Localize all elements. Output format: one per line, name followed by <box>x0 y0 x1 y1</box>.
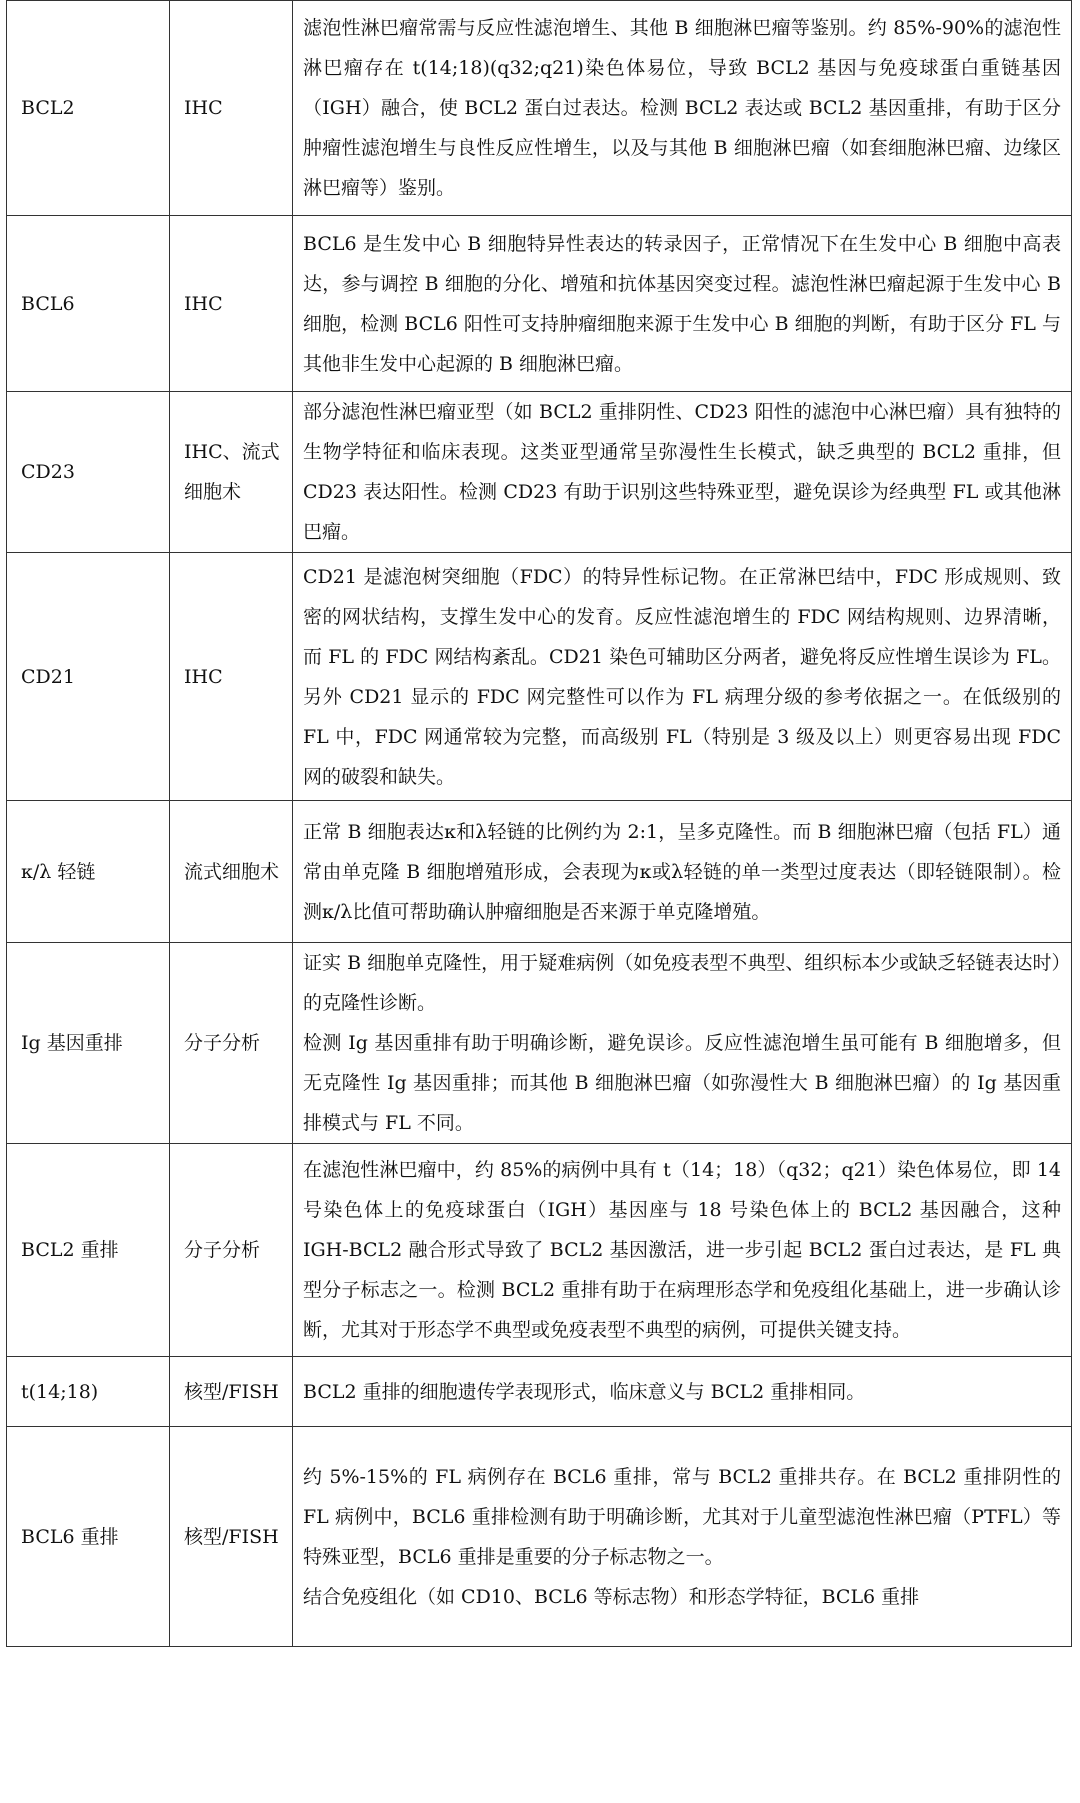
marker-cell: BCL2 重排 <box>7 1144 170 1357</box>
description-paragraph: BCL2 重排的细胞遗传学表现形式，临床意义与 BCL2 重排相同。 <box>303 1380 866 1403</box>
table-row <box>7 392 1072 553</box>
table-row <box>7 216 1072 392</box>
marker-table-body <box>7 1 1072 1647</box>
description-cell <box>293 1357 1072 1427</box>
description-cell <box>293 1427 1072 1647</box>
description-cell <box>293 1144 1072 1357</box>
table-row <box>7 1144 1072 1357</box>
method-cell: IHC <box>170 216 293 392</box>
description-paragraph: 滤泡性淋巴瘤常需与反应性滤泡增生、其他 B 细胞淋巴瘤等鉴别。约 85%-90%的滤泡性淋巴瘤存在 t(14;18)(q32;q21)染色体易位，导致 BCL2 基因与免疫球蛋白重链基因（IGH）融合，使 BCL2 蛋白过表达。检测 BCL2 表达或 BCL2 基因重排，有助于区分肿瘤性滤泡增生与良性反应性增生，以及与其他 B 细胞淋巴瘤（如套细胞淋巴瘤、边缘区淋巴瘤等）鉴别。 <box>303 17 1061 199</box>
marker-cell: Ig 基因重排 <box>7 943 170 1144</box>
marker-cell: BCL6 <box>7 216 170 392</box>
description-cell <box>293 216 1072 392</box>
description-cell <box>293 801 1072 943</box>
marker-cell: κ/λ 轻链 <box>7 801 170 943</box>
table-row <box>7 801 1072 943</box>
table-row <box>7 1357 1072 1427</box>
method-cell: IHC、流式细胞术 <box>170 392 293 553</box>
method-cell: IHC <box>170 1 293 216</box>
table-row <box>7 553 1072 801</box>
description-paragraph: 结合免疫组化（如 CD10、BCL6 等标志物）和形态学特征，BCL6 重排 <box>303 1585 920 1608</box>
description-cell <box>293 1 1072 216</box>
description-paragraph: 约 5%-15%的 FL 病例存在 BCL6 重排，常与 BCL2 重排共存。在 BCL2 重排阴性的 FL 病例中，BCL6 重排检测有助于明确诊断，尤其对于儿童型滤泡性淋巴瘤（PTFL）等特殊亚型，BCL6 重排是重要的分子标志物之一。 <box>303 1465 1061 1568</box>
method-cell: 流式细胞术 <box>170 801 293 943</box>
description-paragraph: 检测 Ig 基因重排有助于明确诊断，避免误诊。反应性滤泡增生虽可能有 B 细胞增多，但无克隆性 Ig 基因重排；而其他 B 细胞淋巴瘤（如弥漫性大 B 细胞淋巴瘤）的 Ig 基因重排模式与 FL 不同。 <box>303 1032 1061 1134</box>
marker-table <box>6 0 1072 1647</box>
marker-cell: CD21 <box>7 553 170 801</box>
description-paragraph: 正常 B 细胞表达κ和λ轻链的比例约为 2:1，呈多克隆性。而 B 细胞淋巴瘤（包括 FL）通常由单克隆 B 细胞增殖形成，会表现为κ或λ轻链的单一类型过度表达（即轻链限制）。检测κ/λ比值可帮助确认肿瘤细胞是否来源于单克隆增殖。 <box>303 820 1061 923</box>
description-cell <box>293 553 1072 801</box>
marker-cell: BCL2 <box>7 1 170 216</box>
description-paragraph: BCL6 是生发中心 B 细胞特异性表达的转录因子，正常情况下在生发中心 B 细胞中高表达，参与调控 B 细胞的分化、增殖和抗体基因突变过程。滤泡性淋巴瘤起源于生发中心 B 细胞，检测 BCL6 阳性可支持肿瘤细胞来源于生发中心 B 细胞的判断，有助于区分 FL 与其他非生发中心起源的 B 细胞淋巴瘤。 <box>303 232 1061 375</box>
marker-cell: t(14;18) <box>7 1357 170 1427</box>
marker-cell: BCL6 重排 <box>7 1427 170 1647</box>
table-row <box>7 943 1072 1144</box>
method-cell: 分子分析 <box>170 943 293 1144</box>
description-paragraph: CD21 是滤泡树突细胞（FDC）的特异性标记物。在正常淋巴结中，FDC 形成规则、致密的网状结构，支撑生发中心的发育。反应性滤泡增生的 FDC 网结构规则、边界清晰，而 FL 的 FDC 网结构紊乱。CD21 染色可辅助区分两者，避免将反应性增生误诊为 FL。另外 CD21 显示的 FDC 网完整性可以作为 FL 病理分级的参考依据之一。在低级别的 FL 中，FDC 网通常较为完整，而高级别 FL（特别是 3 级及以上）则更容易出现 FDC 网的破裂和缺失。 <box>303 565 1061 788</box>
method-cell: 分子分析 <box>170 1144 293 1357</box>
table-row <box>7 1 1072 216</box>
method-cell: 核型/FISH <box>170 1357 293 1427</box>
description-cell <box>293 943 1072 1144</box>
method-cell: IHC <box>170 553 293 801</box>
description-paragraph: 证实 B 细胞单克隆性，用于疑难病例（如免疫表型不典型、组织标本少或缺乏轻链表达时）的克隆性诊断。 <box>303 952 1061 1014</box>
method-cell: 核型/FISH <box>170 1427 293 1647</box>
description-paragraph: 在滤泡性淋巴瘤中，约 85%的病例中具有 t（14；18）（q32；q21）染色体易位，即 14 号染色体上的免疫球蛋白（IGH）基因座与 18 号染色体上的 BCL2 基因融合，这种 IGH-BCL2 融合形式导致了 BCL2 基因激活，进一步引起 BCL2 蛋白过表达，是 FL 典型分子标志之一。检测 BCL2 重排有助于在病理形态学和免疫组化基础上，进一步确认诊断，尤其对于形态学不典型或免疫表型不典型的病例，可提供关键支持。 <box>303 1159 1061 1341</box>
description-cell <box>293 392 1072 553</box>
description-paragraph: 部分滤泡性淋巴瘤亚型（如 BCL2 重排阴性、CD23 阳性的滤泡中心淋巴瘤）具有独特的生物学特征和临床表现。这类亚型通常呈弥漫性生长模式，缺乏典型的 BCL2 重排，但 CD23 表达阳性。检测 CD23 有助于识别这些特殊亚型，避免误诊为经典型 FL 或其他淋巴瘤。 <box>303 401 1061 543</box>
table-row <box>7 1427 1072 1647</box>
marker-cell: CD23 <box>7 392 170 553</box>
